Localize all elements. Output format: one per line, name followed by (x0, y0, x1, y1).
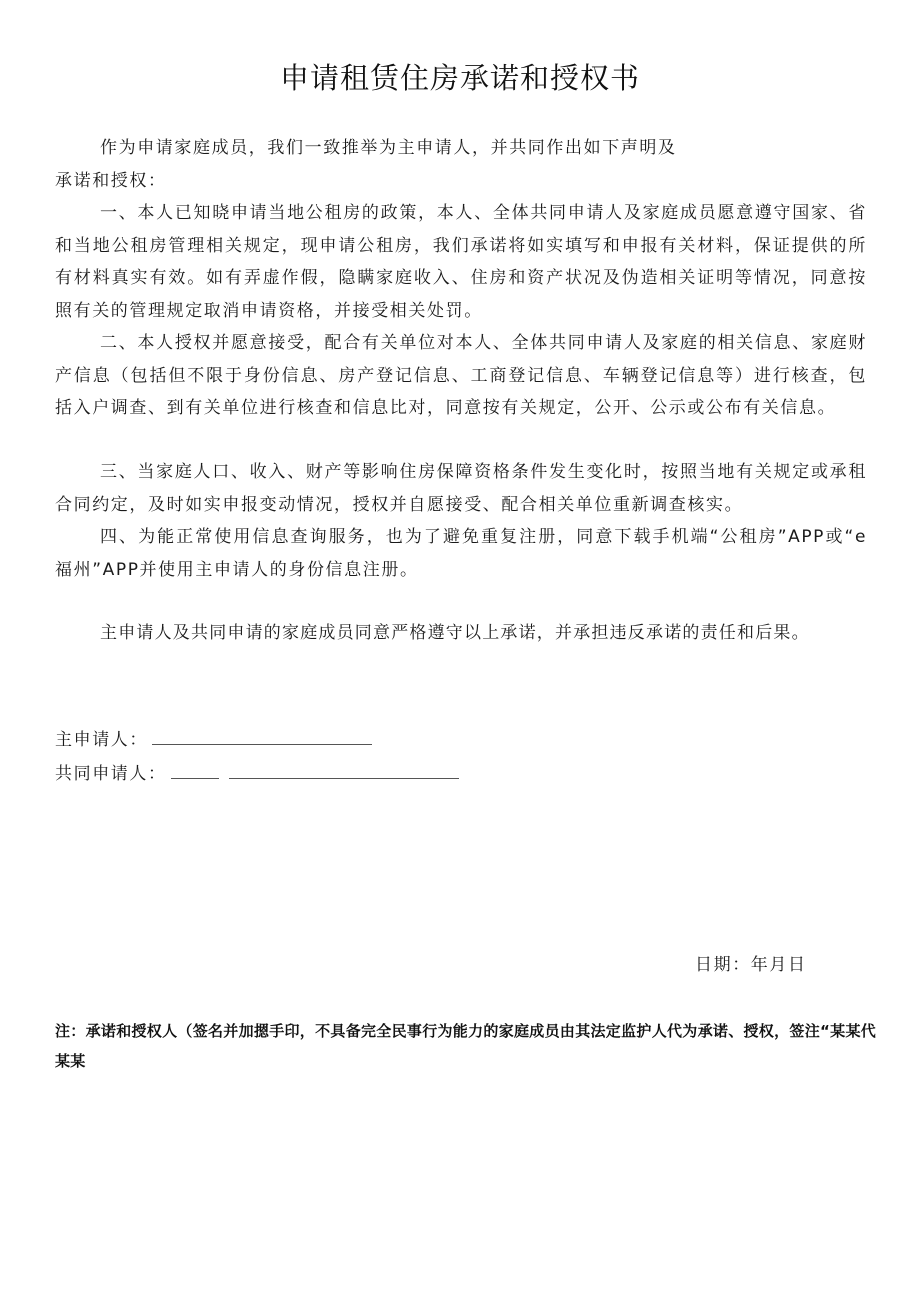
intro-line-2: 承诺和授权： (55, 170, 167, 191)
closing-statement: 主申请人及共同申请的家庭成员同意严格遵守以上承诺，并承担违反承诺的责任和后果。 (100, 623, 810, 643)
clause-2: 二、本人授权并愿意接受，配合有关单位对本人、全体共同申请人及家庭的相关信息、家庭财产信息（包括但不限于身份信息、房产登记信息、工商登记信息、车辆登记信息等）进行核查，包括入户调查、到有关单位进行核查和信息比对，同意按有关规定，公开、公示或公布有关信息。 (55, 333, 867, 418)
co-applicant-signature-line-1[interactable] (171, 760, 219, 779)
date-field: 日期：年月日 (695, 955, 807, 975)
co-applicant-signature-line-2[interactable] (229, 760, 459, 779)
intro-paragraph (55, 132, 867, 197)
footnote: 注：承诺和授权人（签名并加摁手印，不具备完全民事行为能力的家庭成员由其法定监护人代为承诺、授权，签注“某某代某某 (55, 1022, 877, 1070)
main-applicant-signature-line[interactable] (152, 726, 372, 745)
clause-4: 四、为能正常使用信息查询服务，也为了避免重复注册，同意下载手机端“公租房”APP或“e福州”APP并使用主申请人的身份信息注册。 (55, 527, 867, 580)
co-applicant-signature-row (55, 760, 459, 786)
main-applicant-signature-row (55, 726, 372, 752)
intro-line-1: 作为申请家庭成员，我们一致推举为主申请人，并共同作出如下声明及 (100, 138, 677, 158)
main-applicant-label: 主申请人： (55, 730, 148, 750)
clause-1: 一、本人已知晓申请当地公租房的政策，本人、全体共同申请人及家庭成员愿意遵守国家、省和当地公租房管理相关规定，现申请公租房，我们承诺将如实填写和申报有关材料，保证提供的所有材料真实有效。如有弄虚作假，隐瞒家庭收入、住房和资产状况及伪造相关证明等情况，同意按照有关的管理规定取消申请资格，并接受相关处罚。 (55, 203, 867, 321)
co-applicant-label: 共同申请人： (55, 764, 167, 784)
document-title: 申请租赁住房承诺和授权书 (279, 61, 640, 95)
clause-3: 三、当家庭人口、收入、财产等影响住房保障资格条件发生变化时，按照当地有关规定或承租合同约定，及时如实申报变动情况，授权并自愿接受、配合相关单位重新调查核实。 (55, 462, 867, 515)
